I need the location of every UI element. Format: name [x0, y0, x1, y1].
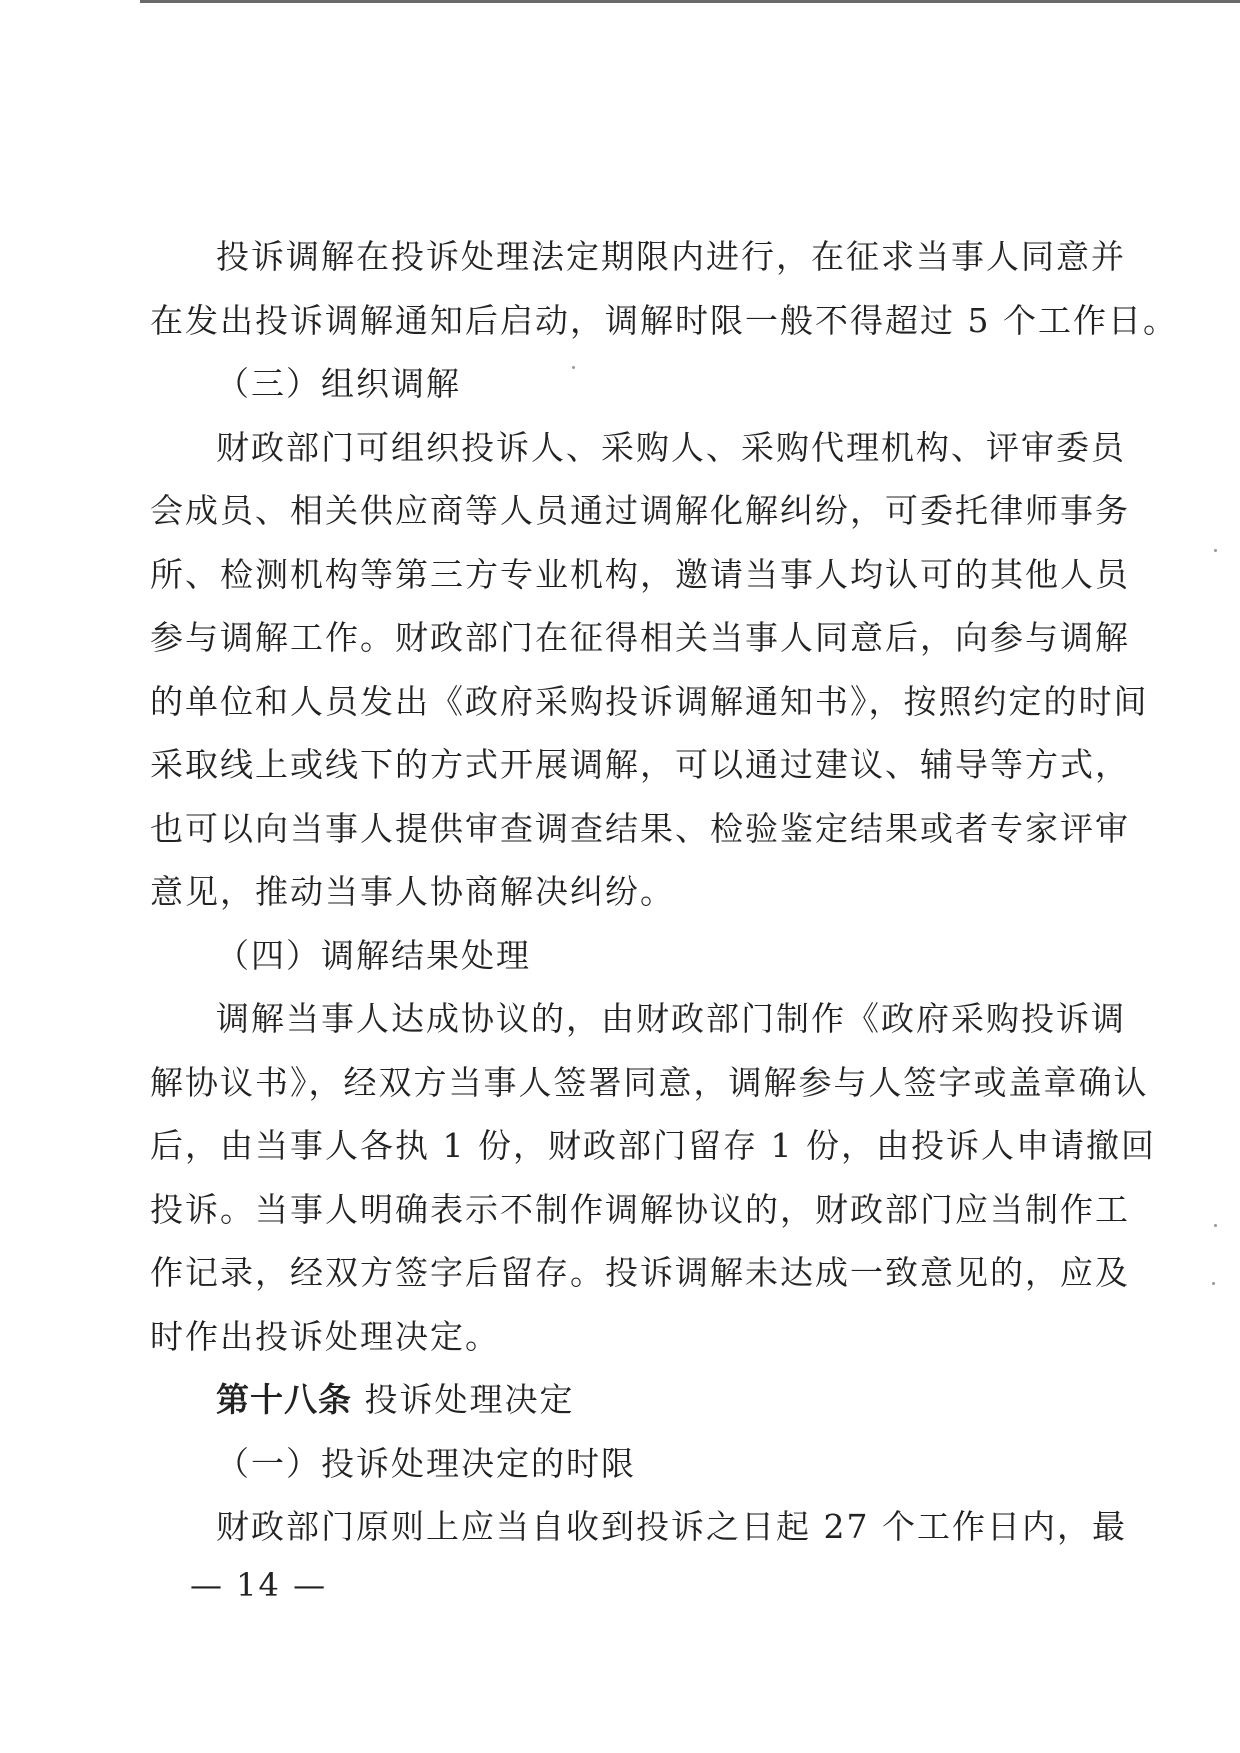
paragraph-4-line-1: 财政部门原则上应当自收到投诉之日起 27 个工作日内，最 [216, 1507, 1127, 1546]
page-top-border [140, 0, 1240, 3]
paragraph-1-line-2: 在发出投诉调解通知后启动，调解时限一般不得超过 5 个工作日。 [150, 300, 1178, 340]
scan-speck [1214, 549, 1217, 552]
section-heading-3: （三）组织调解 [216, 364, 461, 403]
paragraph-2-line-1: 财政部门可组织投诉人、采购人、采购代理机构、评审委员 [216, 427, 1126, 467]
scan-speck [1214, 1224, 1217, 1227]
page-number: — 14 — [190, 1566, 328, 1604]
paragraph-3-line-5: 作记录，经双方签字后留存。投诉调解未达成一致意见的，应及 [150, 1253, 1130, 1292]
paragraph-3-line-2: 解协议书》，经双方当事人签署同意，调解参与人签字或盖章确认 [150, 1062, 1149, 1102]
document-body [150, 225, 1178, 1559]
scan-speck [572, 366, 575, 369]
paragraph-2-line-6: 采取线上或线下的方式开展调解，可以通过建议、辅导等方式， [150, 745, 1130, 784]
paragraph-3-line-4: 投诉。当事人明确表示不制作调解协议的，财政部门应当制作工 [150, 1189, 1130, 1229]
paragraph-2-line-3: 所、检测机构等第三方专业机构，邀请当事人均认可的其他人员 [150, 554, 1130, 594]
section-heading-4: （四）调解结果处理 [216, 935, 531, 975]
article-18-heading [150, 1368, 1070, 1432]
paragraph-2-line-2: 会成员、相关供应商等人员通过调解化解纠纷，可委托律师事务 [150, 491, 1130, 530]
paragraph-3-line-6: 时作出投诉处理决定。 [150, 1316, 500, 1356]
paragraph-2-line-8: 意见，推动当事人协商解决纠纷。 [150, 872, 675, 911]
paragraph-3-line-1: 调解当事人达成协议的，由财政部门制作《政府采购投诉调 [216, 999, 1126, 1038]
paragraph-1-line-1: 投诉调解在投诉处理法定期限内进行，在征求当事人同意并 [216, 237, 1126, 276]
paragraph-3-line-3: 后，由当事人各执 1 份，财政部门留存 1 份，由投诉人申请撤回 [150, 1126, 1156, 1165]
paragraph-2-line-7: 也可以向当事人提供审查调查结果、检验鉴定结果或者专家评审 [150, 808, 1130, 848]
section-heading-1: （一）投诉处理决定的时限 [216, 1443, 636, 1483]
article-18-title: 投诉处理决定 [364, 1380, 575, 1419]
paragraph-2-line-4: 参与调解工作。财政部门在征得相关当事人同意后，向参与调解 [150, 618, 1130, 657]
article-18-label: 第十八条 [216, 1380, 352, 1419]
scan-speck [1212, 1282, 1215, 1285]
paragraph-2-line-5: 的单位和人员发出《政府采购投诉调解通知书》，按照约定的时间 [150, 681, 1149, 721]
